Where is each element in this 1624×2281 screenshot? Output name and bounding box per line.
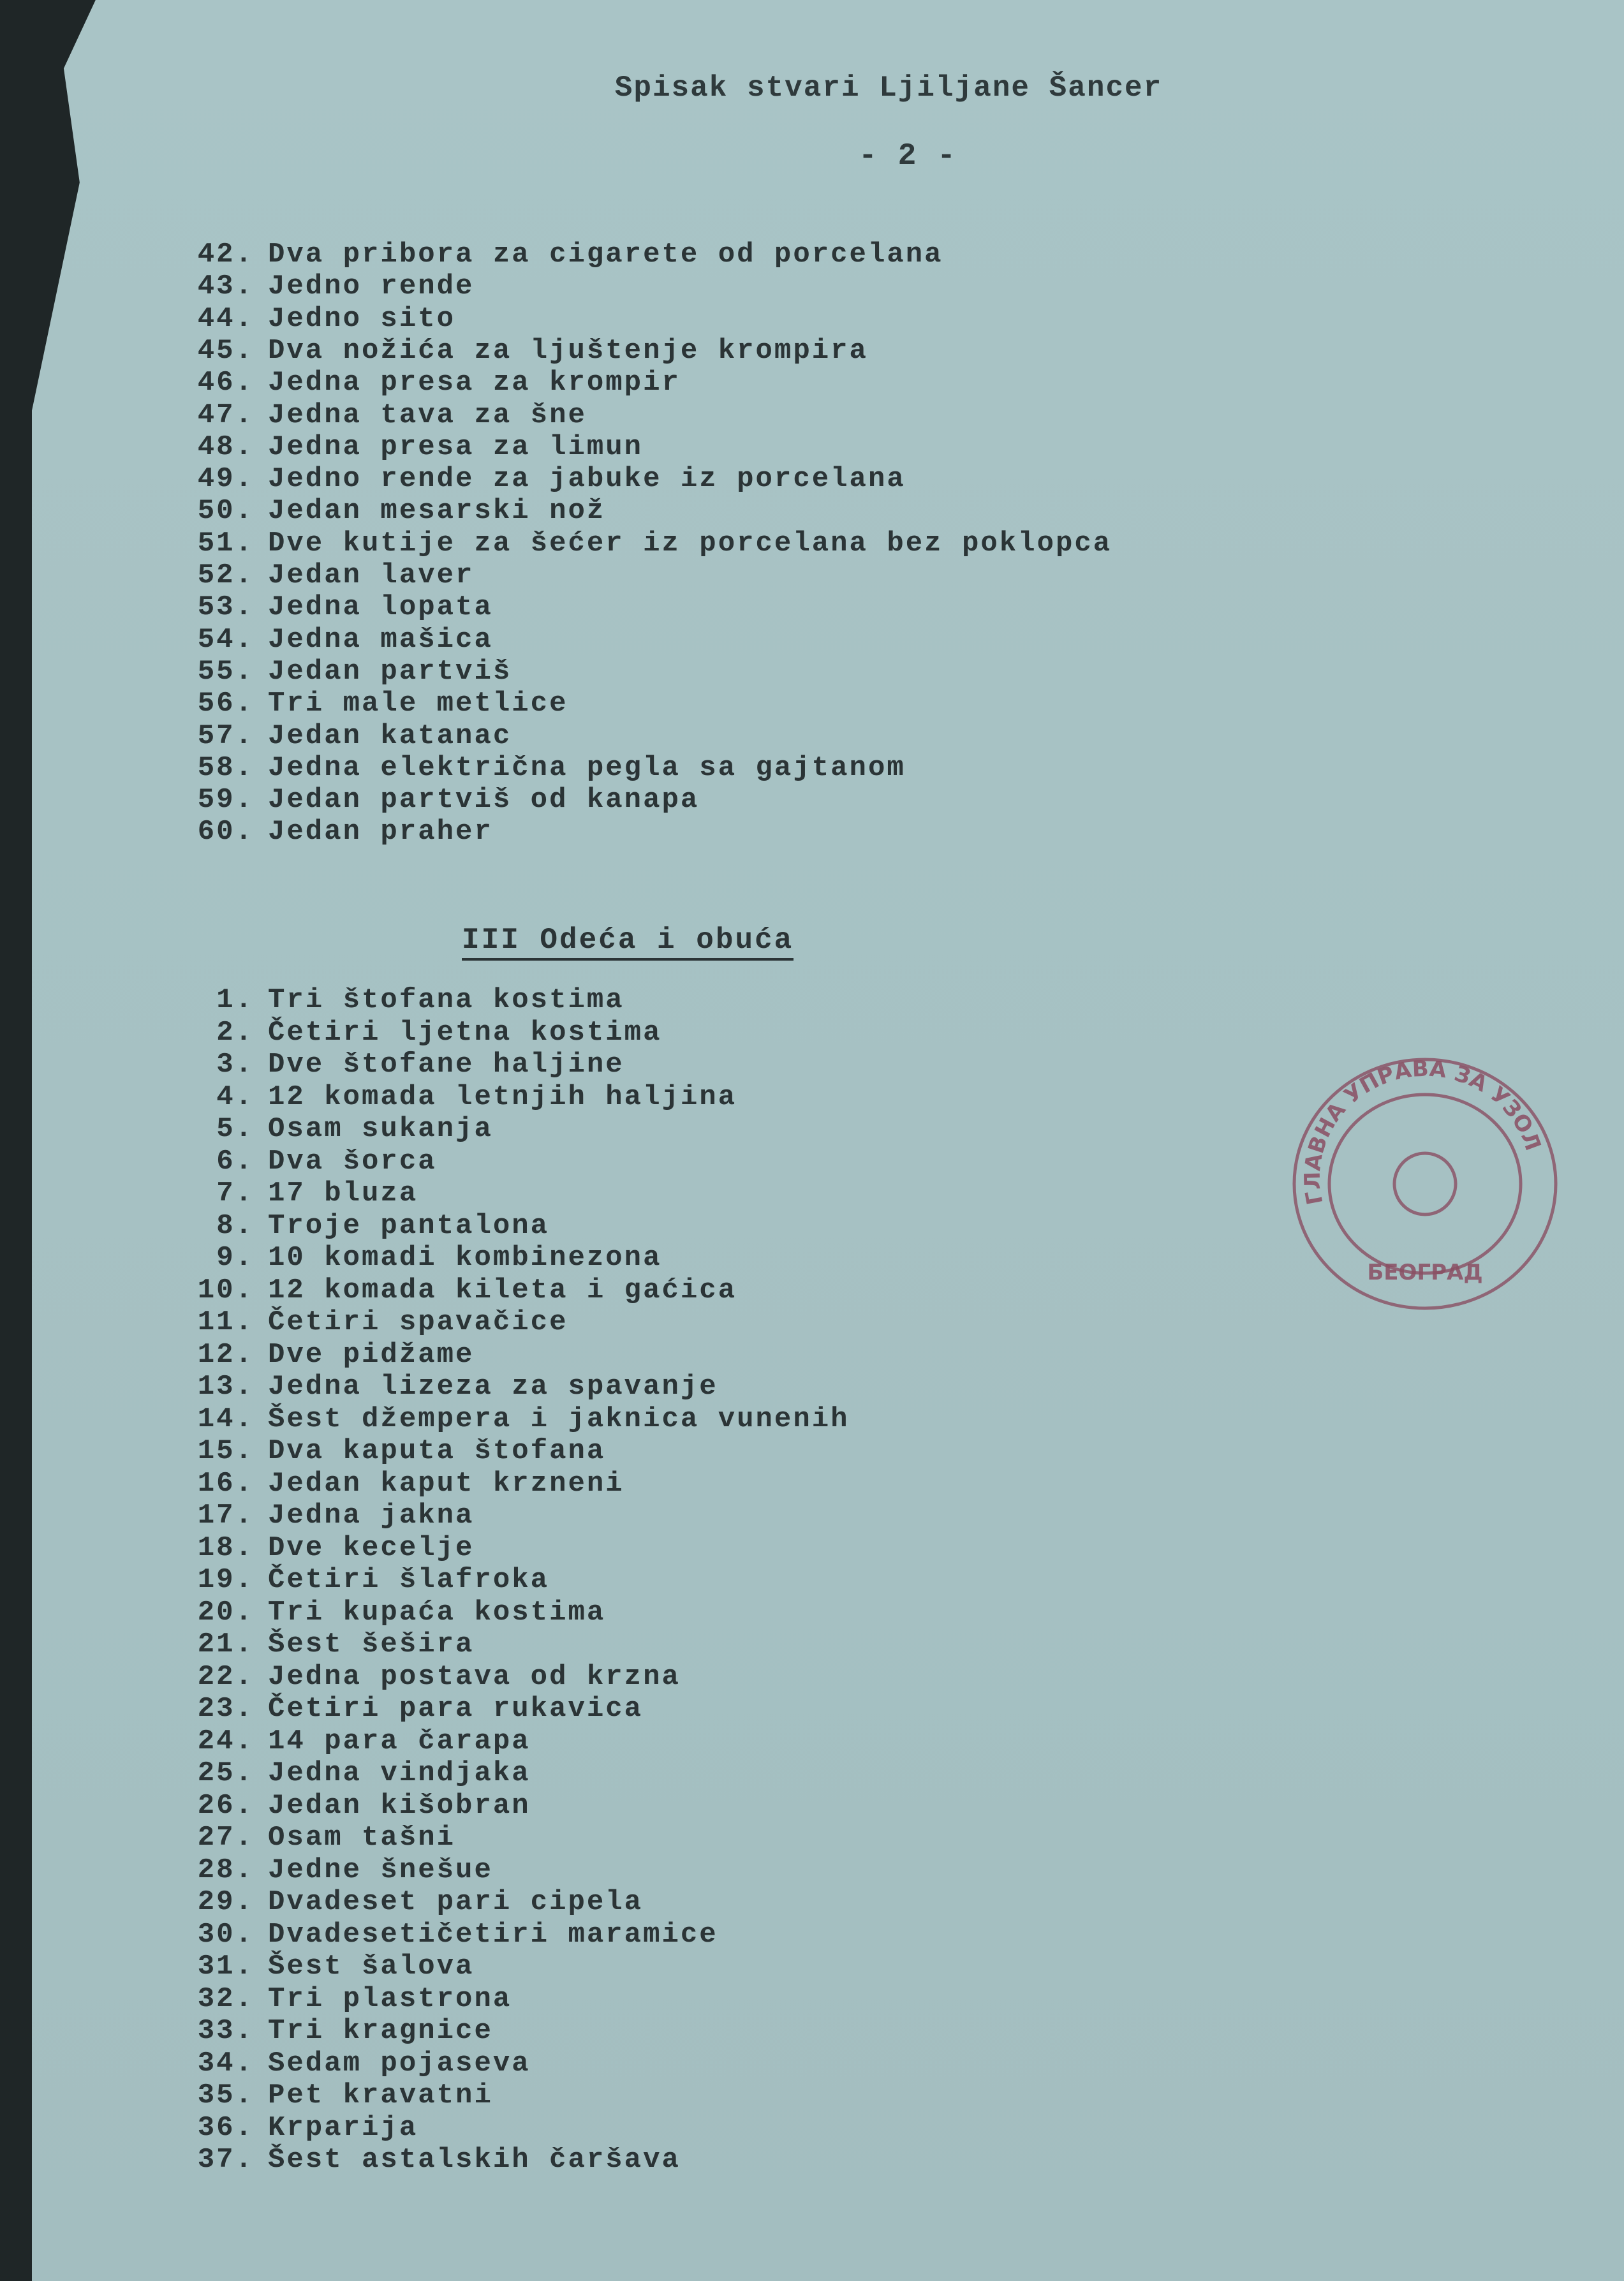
list-item: [0, 367, 1624, 399]
list-item: [0, 1951, 1624, 1982]
item-number: 32.: [197, 1982, 254, 2015]
item-number: 22.: [197, 1660, 254, 1693]
item-text: Krparija: [268, 2111, 418, 2144]
item-number: 55.: [197, 655, 254, 688]
item-number: 19.: [197, 1564, 254, 1596]
list-item: [0, 1500, 1624, 1532]
item-text: Jedan katanac: [268, 720, 512, 752]
item-text: Jedna lizeza za spavanje: [268, 1371, 718, 1403]
list-item: [0, 1468, 1624, 1500]
item-number: 51.: [197, 527, 254, 559]
list-item: [0, 2144, 1624, 2176]
list-item: [0, 656, 1624, 688]
list-item: [0, 2015, 1624, 2047]
list-item: [0, 2048, 1624, 2079]
item-text: Dve kecelje: [268, 1532, 475, 1564]
item-text: Jedne šnešue: [268, 1854, 493, 1886]
list-item: [0, 688, 1624, 720]
item-text: Šest astalskih čaršava: [268, 2144, 681, 2176]
list-item: [0, 1854, 1624, 1886]
item-number: 5.: [216, 1113, 254, 1145]
item-text: Jedan kaput krzneni: [268, 1467, 624, 1500]
item-number: 15.: [197, 1435, 254, 1467]
item-text: Jedno rende za jabuke iz porcelana: [268, 463, 906, 496]
item-number: 29.: [197, 1886, 254, 1918]
item-number: 43.: [197, 270, 254, 303]
list-item: [0, 335, 1624, 367]
item-number: 1.: [216, 984, 254, 1016]
list-item: [0, 303, 1624, 335]
item-number: 20.: [197, 1596, 254, 1628]
list-item: [0, 1628, 1624, 1660]
list-item: [0, 1339, 1624, 1371]
official-stamp: [1285, 1050, 1565, 1318]
list-item: [0, 1693, 1624, 1725]
item-number: 27.: [197, 1822, 254, 1854]
item-number: 14.: [197, 1403, 254, 1435]
item-text: Četiri spavačice: [268, 1306, 568, 1338]
item-number: 17.: [197, 1500, 254, 1532]
item-number: 31.: [197, 1951, 254, 1982]
item-text: Dvadeset pari cipela: [268, 1886, 644, 1918]
item-text: Dve kutije za šećer iz porcelana bez poklopca: [268, 527, 1112, 559]
item-text: Četiri ljetna kostima: [268, 1016, 662, 1049]
svg-text:ГЛАВНА УПРАВА ЗА УЗОЛ: [1300, 1056, 1546, 1207]
stamp-text: ГЛАВНА УПРАВА ЗА УЗОЛ: [1299, 1056, 1546, 1207]
list-item: [0, 1597, 1624, 1628]
item-text: 12 komada letnjih haljina: [268, 1081, 737, 1113]
item-number: 49.: [197, 463, 254, 496]
list-item: [0, 1661, 1624, 1693]
item-text: Jedan partviš: [268, 655, 512, 688]
item-number: 7.: [216, 1177, 254, 1209]
list-item: [0, 1017, 1624, 1049]
list-item: [0, 399, 1624, 431]
item-text: Šest džempera i jaknica vunenih: [268, 1403, 850, 1435]
item-text: Jedno rende: [268, 270, 475, 303]
list-item: [0, 1435, 1624, 1467]
list-item: [0, 1757, 1624, 1789]
list-item: [0, 463, 1624, 495]
item-text: Tri štofana kostima: [268, 984, 624, 1016]
list-item: [0, 752, 1624, 784]
item-number: 2.: [216, 1016, 254, 1049]
item-number: 48.: [197, 431, 254, 463]
item-text: Tri kupaća kostima: [268, 1596, 606, 1628]
document-title: Spisak stvari Ljiljane Šancer: [614, 71, 1163, 105]
list-item: [0, 239, 1624, 270]
list-item: [0, 1532, 1624, 1564]
item-number: 54.: [197, 623, 254, 656]
item-number: 34.: [197, 2047, 254, 2079]
item-number: 59.: [197, 784, 254, 816]
item-text: Jedan laver: [268, 559, 475, 591]
list-item: [0, 784, 1624, 816]
item-number: 25.: [197, 1757, 254, 1789]
item-number: 18.: [197, 1532, 254, 1564]
list-item: [0, 1564, 1624, 1596]
item-number: 16.: [197, 1467, 254, 1500]
item-text: Jedan mesarski nož: [268, 495, 606, 528]
item-text: Jedan kišobran: [268, 1789, 531, 1822]
item-number: 26.: [197, 1789, 254, 1822]
item-number: 8.: [216, 1209, 254, 1242]
list-item: [0, 495, 1624, 527]
item-text: Jedna presa za krompir: [268, 367, 681, 399]
list-item: [0, 1886, 1624, 1918]
section-heading: III Odeća i obuća: [462, 924, 794, 961]
item-text: Tri plastrona: [268, 1982, 512, 2015]
item-text: Dvadesetičetiri maramice: [268, 1918, 718, 1951]
item-number: 45.: [197, 334, 254, 367]
list-item: [0, 1403, 1624, 1435]
item-text: Pet kravatni: [268, 2079, 493, 2111]
list-item: [0, 624, 1624, 656]
item-number: 13.: [197, 1371, 254, 1403]
list-item: [0, 1725, 1624, 1757]
item-number: 44.: [197, 302, 254, 335]
item-text: Jedan partviš od kanapa: [268, 784, 700, 816]
list-item: [0, 591, 1624, 623]
item-text: Jedna električna pegla sa gajtanom: [268, 751, 906, 784]
item-number: 33.: [197, 2015, 254, 2047]
list-item: [0, 1790, 1624, 1822]
list-item: [0, 431, 1624, 463]
stamp-city: БЕОГРАД: [1367, 1260, 1483, 1285]
item-number: 3.: [216, 1049, 254, 1081]
item-number: 11.: [197, 1306, 254, 1338]
item-text: Jedan praher: [268, 816, 493, 848]
item-number: 56.: [197, 688, 254, 720]
item-text: Četiri šlafroka: [268, 1564, 550, 1596]
item-number: 24.: [197, 1725, 254, 1757]
item-text: 10 komadi kombinezona: [268, 1242, 662, 1274]
item-number: 21.: [197, 1628, 254, 1660]
item-text: Jedna tava za šne: [268, 399, 587, 431]
item-text: Dva šorca: [268, 1145, 437, 1177]
item-number: 28.: [197, 1854, 254, 1886]
list-item: [0, 270, 1624, 302]
item-text: Dve pidžame: [268, 1338, 475, 1371]
item-number: 37.: [197, 2144, 254, 2176]
list-item: [0, 720, 1624, 752]
item-text: Tri kragnice: [268, 2015, 493, 2047]
item-number: 42.: [197, 239, 254, 270]
list-item: [0, 559, 1624, 591]
item-text: Jedna mašica: [268, 623, 493, 656]
item-number: 57.: [197, 720, 254, 752]
item-text: 17 bluza: [268, 1177, 418, 1209]
item-number: 12.: [197, 1338, 254, 1371]
list-item: [0, 984, 1624, 1016]
item-number: 30.: [197, 1918, 254, 1951]
item-number: 10.: [197, 1274, 254, 1306]
item-text: Dva pribora za cigarete od porcelana: [268, 239, 943, 270]
item-text: Osam tašni: [268, 1822, 456, 1854]
item-number: 47.: [197, 399, 254, 431]
item-text: Četiri para rukavica: [268, 1693, 644, 1725]
list-item: [0, 528, 1624, 559]
item-number: 46.: [197, 367, 254, 399]
item-text: Šest šešira: [268, 1628, 475, 1660]
item-text: Jedna jakna: [268, 1500, 475, 1532]
item-text: Sedam pojaseva: [268, 2047, 531, 2079]
item-text: 14 para čarapa: [268, 1725, 531, 1757]
list-item: [0, 2079, 1624, 2111]
item-text: Troje pantalona: [268, 1209, 550, 1242]
list-item: [0, 1919, 1624, 1951]
item-number: 9.: [216, 1242, 254, 1274]
list-item: [0, 2112, 1624, 2144]
item-number: 50.: [197, 495, 254, 528]
item-number: 23.: [197, 1693, 254, 1725]
list-item: [0, 1822, 1624, 1854]
item-number: 53.: [197, 591, 254, 624]
item-number: 35.: [197, 2079, 254, 2111]
item-text: Dva nožića za ljuštenje krompira: [268, 334, 868, 367]
list-item: [0, 1983, 1624, 2015]
item-text: Jedna postava od krzna: [268, 1660, 681, 1693]
item-number: 4.: [216, 1081, 254, 1113]
item-text: Tri male metlice: [268, 688, 568, 720]
item-text: Šest šalova: [268, 1951, 475, 1982]
item-text: Dve štofane haljine: [268, 1049, 624, 1081]
item-text: Jedna presa za limun: [268, 431, 644, 463]
item-number: 6.: [216, 1145, 254, 1177]
list-item: [0, 816, 1624, 848]
item-number: 58.: [197, 751, 254, 784]
item-number: 60.: [197, 816, 254, 848]
item-text: Jedna vindjaka: [268, 1757, 531, 1789]
item-text: 12 komada kileta i gaćica: [268, 1274, 737, 1306]
item-text: Jedno sito: [268, 302, 456, 335]
item-text: Osam sukanja: [268, 1113, 493, 1145]
list-item: [0, 1371, 1624, 1403]
item-text: Jedna lopata: [268, 591, 493, 624]
item-number: 36.: [197, 2111, 254, 2144]
item-text: Dva kaputa štofana: [268, 1435, 606, 1467]
item-number: 52.: [197, 559, 254, 591]
page-number: - 2 -: [858, 139, 957, 173]
